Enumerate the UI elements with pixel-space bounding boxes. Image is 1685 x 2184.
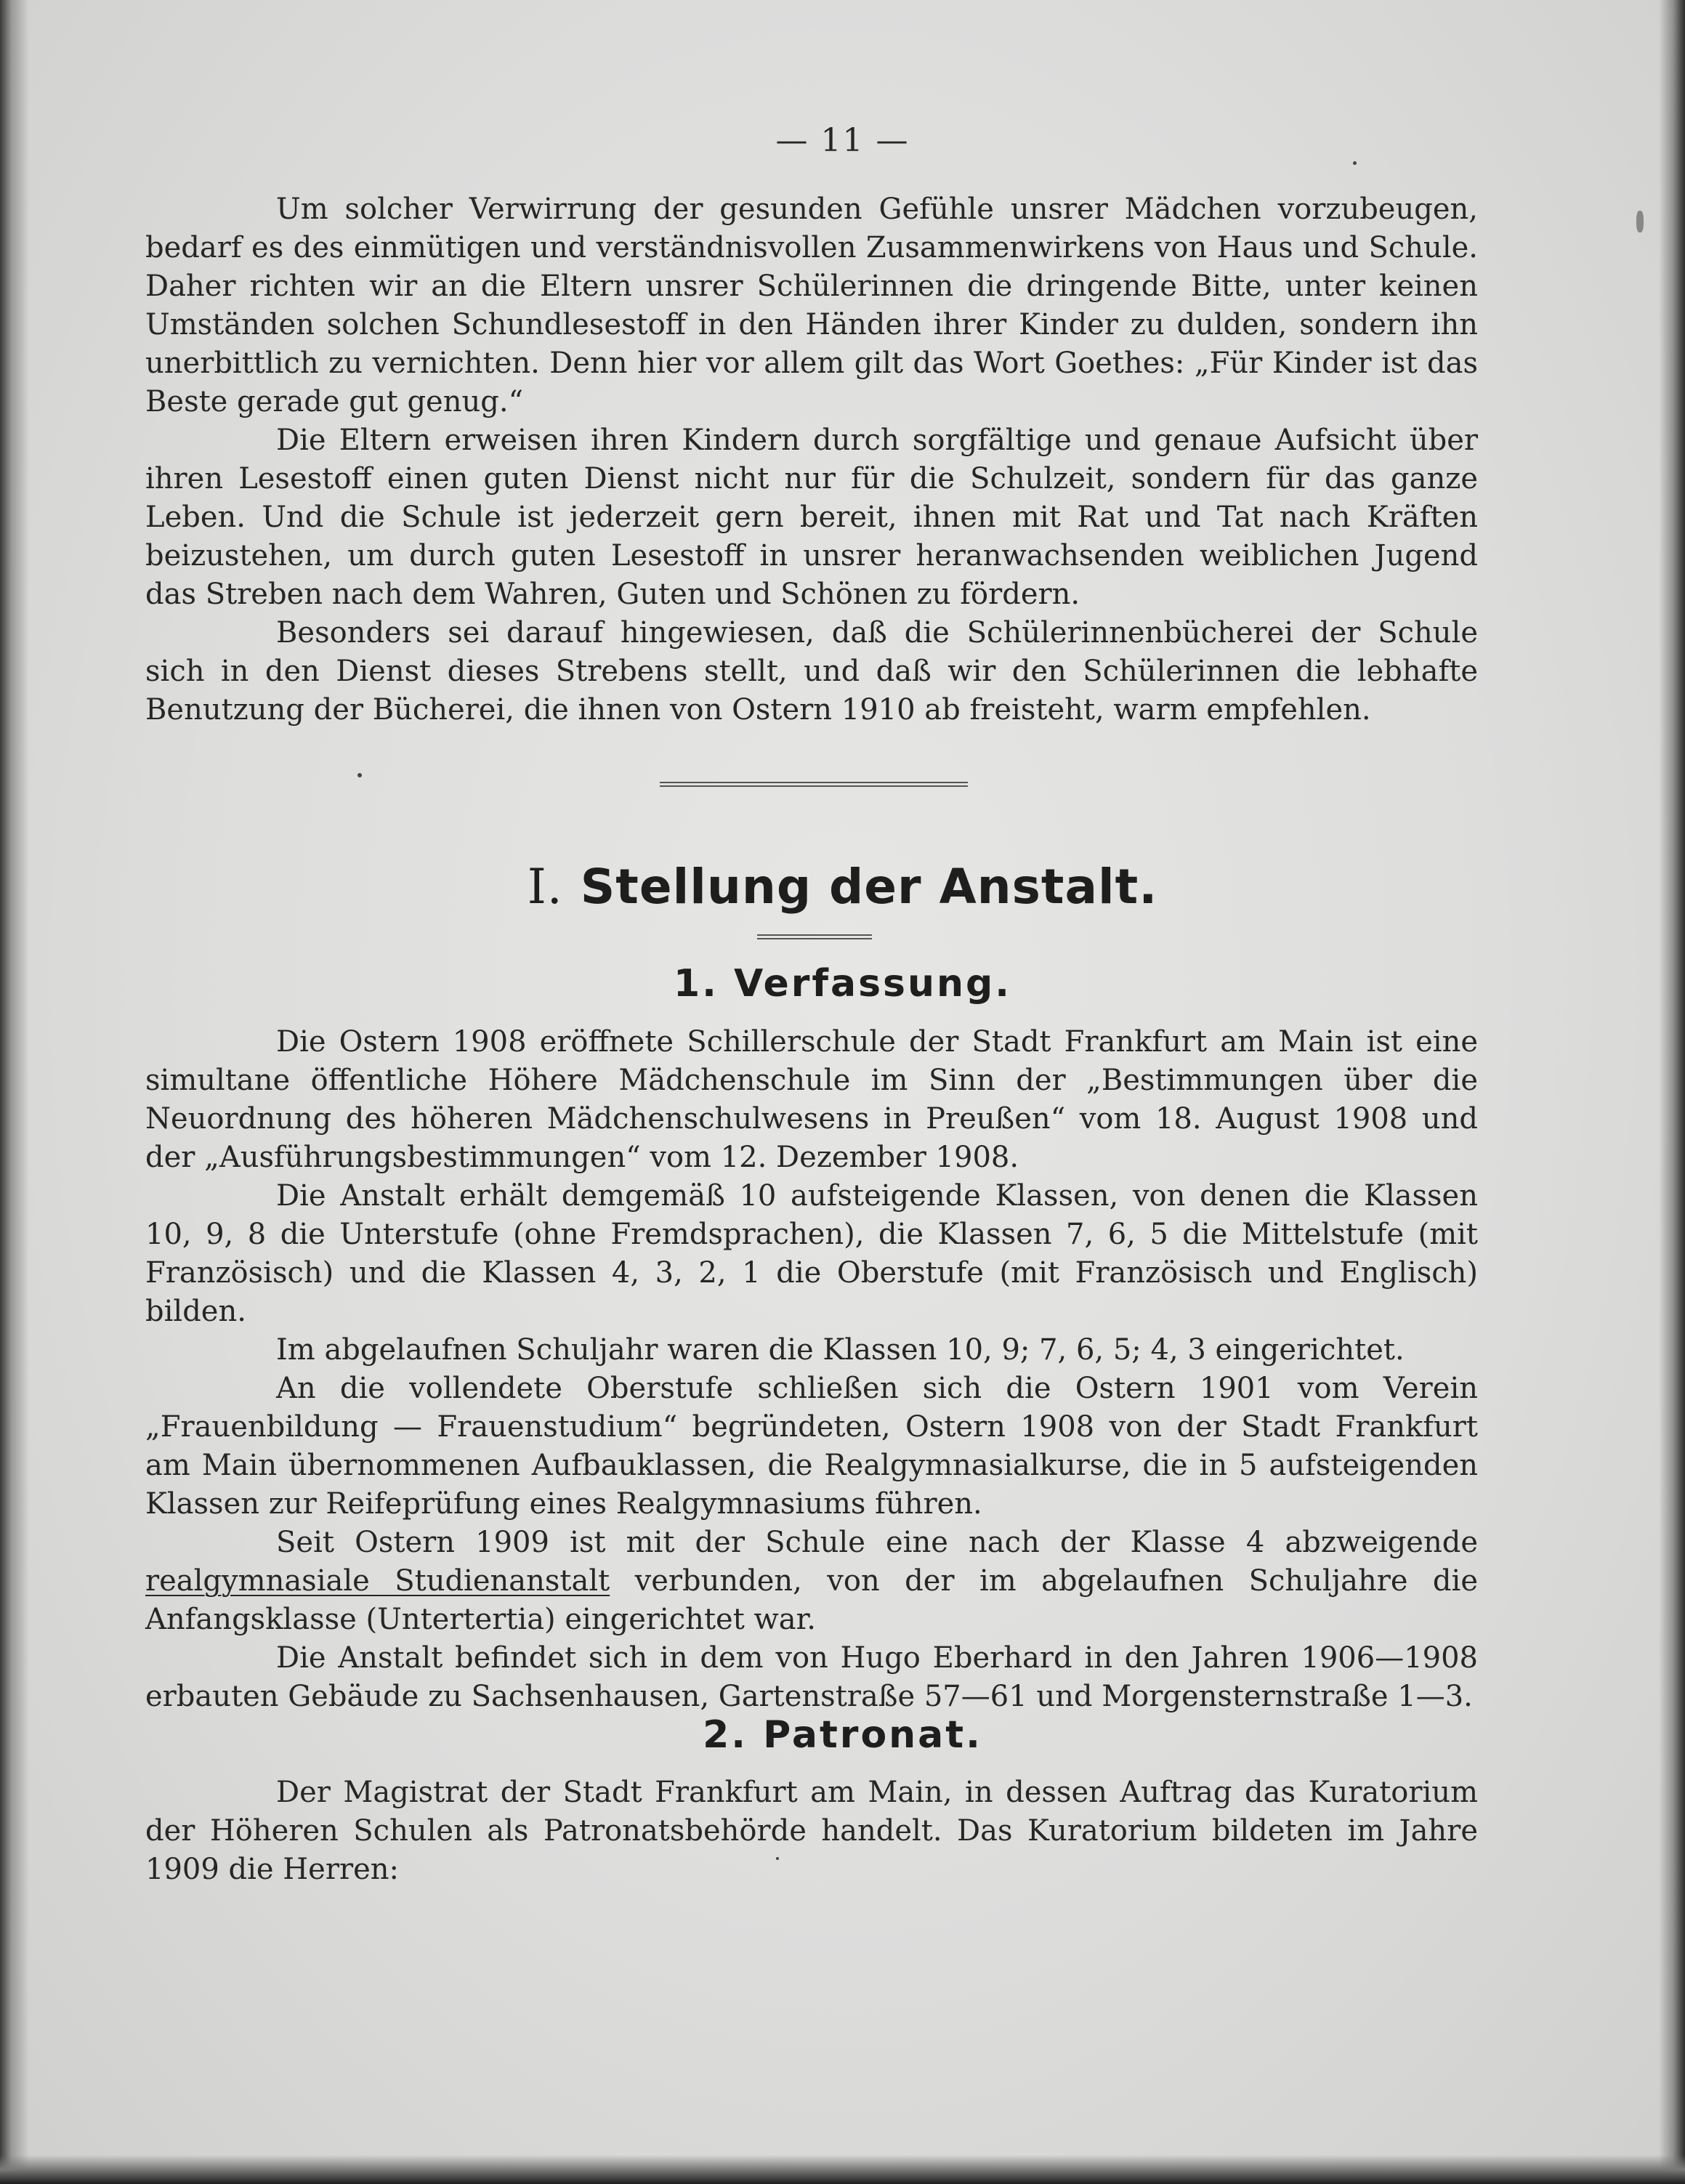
scan-speck xyxy=(776,1857,779,1860)
heading-divider xyxy=(757,934,872,939)
verfassung-text xyxy=(145,1023,1478,1716)
verfassung-heading: 1. Verfassung. xyxy=(674,962,1011,1006)
scan-speck xyxy=(1353,161,1357,165)
scan-edge-right xyxy=(1659,0,1685,2184)
verfassung-paragraph-6: Die Anstalt befindet sich in dem von Hugo Eberhard in den Jahren 1906—1908 erbauten Gebäude zu Sachsenhausen, Gartenstraße 57—61 und Morgensternstraße 1—3. xyxy=(145,1641,1478,1713)
verfassung-paragraph-4: An die vollendete Oberstufe schließen sich die Ostern 1901 vom Verein „Frauenbildung — Frauenstudium“ begründeten, Ostern 1908 von der Stadt Frankfurt am Main übernommenen Aufbauklassen, die Realgymnasialkurse, die in 5 aufsteigenden Klassen zur Reifeprüfung eines Realgymnasiums führen. xyxy=(145,1372,1478,1521)
paragraph-5-end: verbunden, von der im abgelaufnen Schuljahre die Anfangsklasse (Untertertia) eingerichtet war. xyxy=(145,1564,1478,1636)
scan-speck xyxy=(1636,211,1644,232)
intro-text xyxy=(145,190,1478,729)
patronat-heading: 2. Patronat. xyxy=(703,1713,982,1757)
verfassung-paragraph-1: Die Ostern 1908 eröffnete Schillerschule der Stadt Frankfurt am Main ist eine simultane öffentliche Höhere Mädchenschule im Sinn der „Bestimmungen über die Neuordnung des höheren Mädchenschulwesens in Preußen“ vom 18. August 1908 und der „Ausführungsbestimmungen“ vom 12. Dezember 1908. xyxy=(145,1025,1478,1174)
patronat-paragraph-1: Der Magistrat der Stadt Frankfurt am Main, in dessen Auftrag das Kuratorium der Höheren Schulen als Patronatsbehörde handelt. Das Kuratorium bildeten im Jahre 1909 die Herren: xyxy=(145,1776,1478,1886)
page-number: — 11 — xyxy=(775,122,910,159)
verfassung-paragraph-2: Die Anstalt erhält demgemäß 10 aufsteigende Klassen, von denen die Klassen 10, 9, 8 die Unterstufe (ohne Fremdsprachen), die Klassen 7, 6, 5 die Mittelstufe (mit Französisch) und die Klassen 4, 3, 2, 1 die Oberstufe (mit Französisch und Englisch) bilden. xyxy=(145,1179,1478,1328)
section-roman-numeral: I. xyxy=(527,859,563,915)
scan-edge-left xyxy=(0,0,29,2184)
section-divider xyxy=(660,782,968,787)
intro-paragraph-2: Die Eltern erweisen ihren Kindern durch sorgfältige und genaue Aufsicht über ihren Lesestoff einen guten Dienst nicht nur für die Schulzeit, sondern für das ganze Leben. Und die Schule ist jederzeit gern bereit, ihnen mit Rat und Tat nach Kräften beizustehen, um durch guten Lesestoff in unsrer heranwachsenden weiblichen Jugend das Streben nach dem Wahren, Guten und Schönen zu fördern. xyxy=(145,424,1478,611)
intro-paragraph-3: Besonders sei darauf hingewiesen, daß die Schülerinnenbücherei der Schule sich in den Dienst dieses Strebens stellt, und daß wir den Schülerinnen die lebhafte Benutzung der Bücherei, die ihnen von Ostern 1910 ab freisteht, warm empfehlen. xyxy=(145,616,1478,727)
verfassung-paragraph-5 xyxy=(145,1524,1478,1639)
intro-paragraph-1: Um solcher Verwirrung der gesunden Gefühle unsrer Mädchen vorzubeugen, bedarf es des einmütigen und verständnisvollen Zusammenwirkens von Haus und Schule. Daher richten wir an die Eltern unsrer Schülerinnen die dringende Bitte, unter keinen Umständen solchen Schundlesestoff in den Händen ihrer Kinder zu dulden, sondern ihn unerbittlich zu vernichten. Denn hier vor allem gilt das Wort Goethes: „Für Kinder ist das Beste gerade gut genug.“ xyxy=(145,193,1478,418)
scan-edge-bottom xyxy=(0,2155,1685,2184)
scan-speck xyxy=(357,773,362,777)
paragraph-5-start: Seit Ostern 1909 ist mit der Schule eine nach der Klasse 4 abzweigende xyxy=(276,1526,1478,1559)
underlined-term: realgymnasiale Studienanstalt xyxy=(145,1564,610,1598)
section-title-text: Stellung der Anstalt. xyxy=(580,859,1158,915)
section-heading xyxy=(0,859,1685,915)
verfassung-paragraph-3: Im abgelaufnen Schuljahr waren die Klassen 10, 9; 7, 6, 5; 4, 3 eingerichtet. xyxy=(276,1333,1405,1367)
patronat-text xyxy=(145,1774,1478,1889)
